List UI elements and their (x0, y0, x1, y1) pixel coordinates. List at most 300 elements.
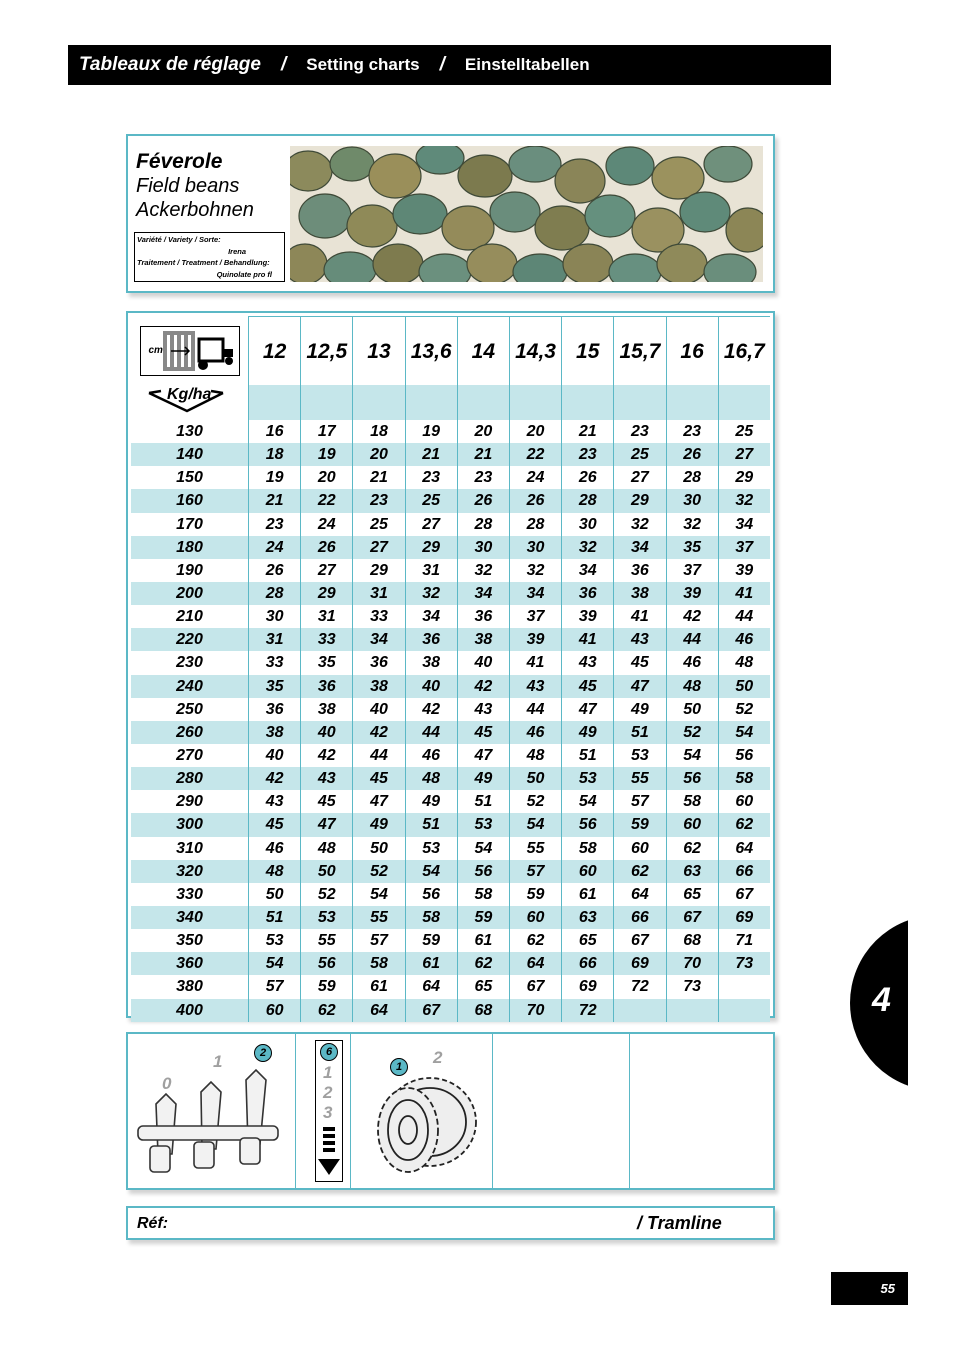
table-cell: 19 (301, 443, 353, 466)
table-cell: 20 (301, 466, 353, 489)
table-cell: 51 (249, 906, 301, 929)
table-cell: 68 (457, 999, 509, 1022)
table-cell: 54 (718, 721, 770, 744)
lever-position-0: 0 (162, 1074, 172, 1093)
table-cell (718, 975, 770, 998)
table-cell: 57 (249, 975, 301, 998)
table-cell: 25 (353, 513, 405, 536)
table-row (131, 420, 770, 443)
table-cell: 40 (457, 651, 509, 674)
table-cell: 32 (562, 536, 614, 559)
table-cell: 38 (405, 651, 457, 674)
table-cell: 25 (405, 489, 457, 512)
table-cell: 58 (666, 790, 718, 813)
table-cell: 24 (509, 466, 561, 489)
table-cell: 29 (353, 559, 405, 582)
table-cell: 26 (457, 489, 509, 512)
kg-per-ha-cell: 240 (131, 675, 249, 698)
table-cell: 46 (509, 721, 561, 744)
kg-per-ha-cell: 280 (131, 767, 249, 790)
table-cell: 17 (301, 420, 353, 443)
flap-position-1: 1 (323, 1063, 333, 1082)
table-cell: 45 (614, 651, 666, 674)
table-row (131, 605, 770, 628)
kg-per-ha-cell: 300 (131, 813, 249, 836)
table-cell: 27 (301, 559, 353, 582)
kg-per-ha-cell: 230 (176, 654, 203, 672)
table-cell: 53 (249, 929, 301, 952)
table-cell: 38 (353, 675, 405, 698)
table-row (131, 813, 770, 836)
table-row (131, 975, 770, 998)
table-cell: 30 (509, 536, 561, 559)
table-cell: 59 (301, 975, 353, 998)
table-cell: 58 (718, 767, 770, 790)
table-cell: 54 (666, 744, 718, 767)
table-cell: 50 (301, 860, 353, 883)
table-cell: 60 (718, 790, 770, 813)
table-cell: 43 (509, 675, 561, 698)
table-cell: 33 (249, 651, 301, 674)
table-cell: 23 (457, 466, 509, 489)
table-cell: 36 (405, 628, 457, 651)
table-cell: 62 (509, 929, 561, 952)
metering-lever-icon (136, 1064, 286, 1184)
table-cell: 66 (718, 860, 770, 883)
table-cell: 30 (249, 605, 301, 628)
table-cell: 60 (614, 837, 666, 860)
table-cell: 56 (405, 883, 457, 906)
table-cell: 50 (249, 883, 301, 906)
table-cell: 56 (301, 952, 353, 975)
table-cell: 43 (457, 698, 509, 721)
table-cell: 23 (614, 420, 666, 443)
table-row (131, 929, 770, 952)
table-cell: 47 (562, 698, 614, 721)
gear-selected-badge: 1 (390, 1058, 408, 1076)
table-row (131, 513, 770, 536)
table-cell: 54 (405, 860, 457, 883)
table-cell: 55 (614, 767, 666, 790)
table-row (131, 536, 770, 559)
table-row (131, 651, 770, 674)
reference-bar (126, 1206, 775, 1240)
table-cell: 67 (614, 929, 666, 952)
table-cell: 58 (405, 906, 457, 929)
table-cell: 58 (457, 883, 509, 906)
ref-label: Réf: (137, 1215, 169, 1232)
kg-per-ha-cell: 170 (176, 515, 203, 533)
table-cell (718, 999, 770, 1022)
table-cell: 41 (562, 628, 614, 651)
table-cell: 45 (457, 721, 509, 744)
table-cell: 48 (249, 860, 301, 883)
table-cell: 39 (509, 628, 561, 651)
table-cell: 54 (353, 883, 405, 906)
table-cell: 61 (353, 975, 405, 998)
kg-per-ha-cell: 160 (131, 489, 249, 512)
table-cell: 72 (562, 999, 614, 1022)
table-row (131, 443, 770, 466)
table-row (131, 767, 770, 790)
table-cell: 28 (509, 513, 561, 536)
table-cell: 42 (353, 721, 405, 744)
table-cell: 27 (353, 536, 405, 559)
column-header: 15 (562, 317, 614, 386)
header-title-de: Einstelltabellen (464, 55, 590, 74)
table-cell: 21 (353, 466, 405, 489)
table-cell: 56 (457, 860, 509, 883)
variety-label: Variété / Variety / Sorte: (137, 235, 221, 244)
table-cell: 30 (666, 489, 718, 512)
kg-per-ha-cell: 320 (131, 860, 249, 883)
header-separator: / (280, 54, 287, 75)
rate-row-cell (301, 385, 353, 420)
setting-chart-table (131, 316, 770, 1022)
table-cell: 28 (457, 513, 509, 536)
table-cell: 69 (614, 952, 666, 975)
kg-per-ha-cell: 400 (131, 999, 249, 1022)
table-header-row (131, 317, 770, 386)
table-cell: 39 (718, 559, 770, 582)
table-cell: 49 (405, 790, 457, 813)
table-row (131, 790, 770, 813)
table-cell: 65 (666, 883, 718, 906)
table-cell: 47 (301, 813, 353, 836)
table-cell: 52 (666, 721, 718, 744)
table-cell: 60 (562, 860, 614, 883)
table-row (131, 559, 770, 582)
table-row (131, 675, 770, 698)
table-cell: 64 (509, 952, 561, 975)
field-beans-photo (290, 146, 763, 282)
table-cell: 49 (457, 767, 509, 790)
table-cell: 20 (509, 420, 561, 443)
crop-names (136, 150, 254, 222)
table-cell: 55 (301, 929, 353, 952)
table-cell: 24 (301, 513, 353, 536)
table-cell: 32 (405, 582, 457, 605)
table-cell: 57 (614, 790, 666, 813)
table-cell: 63 (666, 860, 718, 883)
table-cell: 21 (562, 420, 614, 443)
unit-label: cm (148, 344, 163, 356)
crop-panel (126, 134, 775, 293)
table-cell: 31 (353, 582, 405, 605)
table-cell: 51 (562, 744, 614, 767)
kg-per-ha-label: Kg/ha (147, 385, 237, 413)
table-cell: 44 (509, 698, 561, 721)
table-cell: 26 (301, 536, 353, 559)
rate-row-cell (614, 385, 666, 420)
table-cell: 59 (457, 906, 509, 929)
table-cell: 68 (666, 929, 718, 952)
table-cell: 18 (249, 443, 301, 466)
table-cell: 36 (614, 559, 666, 582)
lever-selected-badge: 2 (254, 1044, 272, 1062)
table-cell: 42 (666, 605, 718, 628)
table-cell: 32 (509, 559, 561, 582)
column-header: 13 (353, 317, 405, 386)
table-cell: 21 (457, 443, 509, 466)
table-cell: 67 (405, 999, 457, 1022)
table-cell: 34 (562, 559, 614, 582)
table-cell: 67 (509, 975, 561, 998)
table-cell: 69 (718, 906, 770, 929)
table-cell: 52 (509, 790, 561, 813)
table-cell: 54 (509, 813, 561, 836)
table-cell: 20 (457, 420, 509, 443)
table-cell: 55 (509, 837, 561, 860)
table-cell: 37 (666, 559, 718, 582)
table-cell: 48 (301, 837, 353, 860)
table-cell: 64 (353, 999, 405, 1022)
table-cell: 23 (562, 443, 614, 466)
crop-name-de: Ackerbohnen (136, 199, 254, 221)
table-cell: 29 (301, 582, 353, 605)
table-cell: 19 (249, 466, 301, 489)
table-cell: 50 (353, 837, 405, 860)
column-header: 12,5 (301, 317, 353, 386)
crop-name-en: Field beans (136, 175, 240, 197)
table-row (131, 698, 770, 721)
table-cell: 48 (666, 675, 718, 698)
column-header: 14 (457, 317, 509, 386)
table-cell: 51 (405, 813, 457, 836)
table-cell: 23 (353, 489, 405, 512)
tools-panel (126, 1032, 775, 1190)
rate-row-cell (405, 385, 457, 420)
table-cell: 71 (718, 929, 770, 952)
column-header: 15,7 (614, 317, 666, 386)
table-cell: 24 (249, 536, 301, 559)
table-cell: 26 (509, 489, 561, 512)
setting-chart-panel (126, 311, 775, 1018)
kg-per-ha-cell: 340 (131, 906, 249, 929)
rate-row-cell (457, 385, 509, 420)
table-cell: 25 (718, 420, 770, 443)
kg-per-ha-cell: 130 (176, 423, 203, 441)
table-cell: 34 (614, 536, 666, 559)
table-cell: 66 (614, 906, 666, 929)
lever-position-1: 1 (213, 1052, 223, 1071)
header-title-fr: Tableaux de réglage (79, 54, 261, 75)
table-cell: 47 (614, 675, 666, 698)
table-cell: 53 (614, 744, 666, 767)
table-cell: 46 (718, 628, 770, 651)
flap-scale-icon (315, 1040, 343, 1182)
table-cell: 40 (249, 744, 301, 767)
header-title-en: Setting charts (306, 55, 420, 74)
table-row (131, 582, 770, 605)
table-cell: 36 (457, 605, 509, 628)
column-header: 16,7 (718, 317, 770, 386)
table-cell: 26 (666, 443, 718, 466)
column-header: 14,3 (509, 317, 561, 386)
flap-position-2: 2 (323, 1083, 333, 1102)
table-cell: 45 (249, 813, 301, 836)
table-cell: 49 (614, 698, 666, 721)
gear-alt-label: 2 (433, 1048, 443, 1067)
table-cell: 33 (353, 605, 405, 628)
table-cell: 16 (249, 420, 301, 443)
table-cell: 27 (614, 466, 666, 489)
table-cell: 65 (562, 929, 614, 952)
table-cell: 29 (718, 466, 770, 489)
table-cell: 56 (562, 813, 614, 836)
rate-row-cell (718, 385, 770, 420)
kg-per-ha-cell: 290 (176, 793, 203, 811)
table-cell: 18 (353, 420, 405, 443)
table-cell: 36 (249, 698, 301, 721)
gear-wheel-icon (368, 1072, 488, 1182)
table-cell: 43 (301, 767, 353, 790)
table-cell: 32 (614, 513, 666, 536)
seed-info-box (134, 232, 285, 282)
kg-per-ha-cell: 270 (176, 747, 203, 765)
rate-label-row (131, 385, 770, 420)
table-cell: 37 (718, 536, 770, 559)
table-row (131, 906, 770, 929)
table-cell: 23 (249, 513, 301, 536)
table-cell: 36 (353, 651, 405, 674)
table-cell: 44 (353, 744, 405, 767)
column-header: 12 (249, 317, 301, 386)
table-cell: 41 (718, 582, 770, 605)
table-cell: 49 (353, 813, 405, 836)
table-cell: 38 (301, 698, 353, 721)
table-cell: 36 (562, 582, 614, 605)
table-cell: 59 (509, 883, 561, 906)
kg-per-ha-cell: 140 (131, 443, 249, 466)
table-cell: 49 (562, 721, 614, 744)
table-cell: 36 (301, 675, 353, 698)
table-cell: 60 (249, 999, 301, 1022)
table-cell: 25 (614, 443, 666, 466)
table-cell: 52 (353, 860, 405, 883)
table-cell: 32 (457, 559, 509, 582)
page-number: 55 (831, 1272, 908, 1305)
table-cell: 40 (405, 675, 457, 698)
table-cell: 34 (405, 605, 457, 628)
table-cell: 37 (509, 605, 561, 628)
table-cell: 48 (405, 767, 457, 790)
column-header: 16 (666, 317, 718, 386)
column-header: 13,6 (405, 317, 457, 386)
table-cell: 61 (562, 883, 614, 906)
table-cell: 47 (353, 790, 405, 813)
table-cell: 44 (718, 605, 770, 628)
table-cell: 27 (405, 513, 457, 536)
table-cell: 28 (666, 466, 718, 489)
table-cell: 34 (353, 628, 405, 651)
header-separator: / (439, 54, 445, 75)
table-cell: 66 (562, 952, 614, 975)
table-cell: 38 (249, 721, 301, 744)
rate-row-cell (666, 385, 718, 420)
table-cell: 23 (666, 420, 718, 443)
table-cell: 62 (301, 999, 353, 1022)
table-cell: 28 (249, 582, 301, 605)
kg-per-ha-cell: 190 (176, 561, 203, 579)
table-cell: 62 (457, 952, 509, 975)
chapter-tab (850, 915, 954, 1091)
tramline-label: / Tramline (637, 1213, 722, 1233)
kg-per-ha-cell: 200 (131, 582, 249, 605)
table-cell: 44 (405, 721, 457, 744)
table-cell: 22 (509, 443, 561, 466)
kg-per-ha-cell: 250 (176, 700, 203, 718)
table-cell: 67 (718, 883, 770, 906)
table-cell: 69 (562, 975, 614, 998)
table-cell: 53 (301, 906, 353, 929)
table-cell: 62 (614, 860, 666, 883)
table-cell: 43 (562, 651, 614, 674)
table-cell: 53 (405, 837, 457, 860)
table-cell: 47 (457, 744, 509, 767)
drill-icon (141, 327, 238, 374)
spacing-icon-cell (131, 317, 249, 386)
table-cell: 59 (405, 929, 457, 952)
table-cell: 31 (405, 559, 457, 582)
table-cell: 60 (666, 813, 718, 836)
table-cell: 27 (718, 443, 770, 466)
table-cell: 20 (353, 443, 405, 466)
table-cell: 64 (718, 837, 770, 860)
table-cell: 46 (249, 837, 301, 860)
table-cell: 62 (666, 837, 718, 860)
table-cell: 31 (249, 628, 301, 651)
table-cell: 56 (666, 767, 718, 790)
rate-row-cell (353, 385, 405, 420)
table-cell: 26 (562, 466, 614, 489)
table-cell: 45 (353, 767, 405, 790)
table-cell: 41 (509, 651, 561, 674)
table-row (131, 466, 770, 489)
table-cell: 21 (249, 489, 301, 512)
treatment-value: Quinolate pro fl (216, 269, 272, 279)
kg-per-ha-cell: 360 (131, 952, 249, 975)
table-cell: 45 (562, 675, 614, 698)
kg-per-ha-cell: 150 (176, 469, 203, 487)
table-row (131, 952, 770, 975)
crop-name-fr: Féverole (136, 150, 223, 173)
kg-per-ha-cell: 330 (176, 885, 203, 903)
table-row (131, 999, 770, 1022)
table-cell: 32 (718, 489, 770, 512)
table-cell: 54 (249, 952, 301, 975)
table-cell: 30 (457, 536, 509, 559)
rate-row-cell (509, 385, 561, 420)
table-cell: 60 (509, 906, 561, 929)
table-cell: 67 (666, 906, 718, 929)
table-cell: 21 (405, 443, 457, 466)
table-cell: 26 (249, 559, 301, 582)
table-cell (666, 999, 718, 1022)
table-cell: 63 (562, 906, 614, 929)
table-row (131, 860, 770, 883)
table-cell: 39 (562, 605, 614, 628)
table-cell: 50 (509, 767, 561, 790)
table-cell: 54 (562, 790, 614, 813)
table-cell (614, 999, 666, 1022)
table-cell: 42 (457, 675, 509, 698)
kg-per-ha-cell: 210 (176, 608, 203, 626)
flap-selected-badge: 6 (320, 1043, 338, 1061)
rate-label-cell (131, 385, 249, 420)
table-cell: 72 (614, 975, 666, 998)
kg-per-ha-cell: 180 (131, 536, 249, 559)
